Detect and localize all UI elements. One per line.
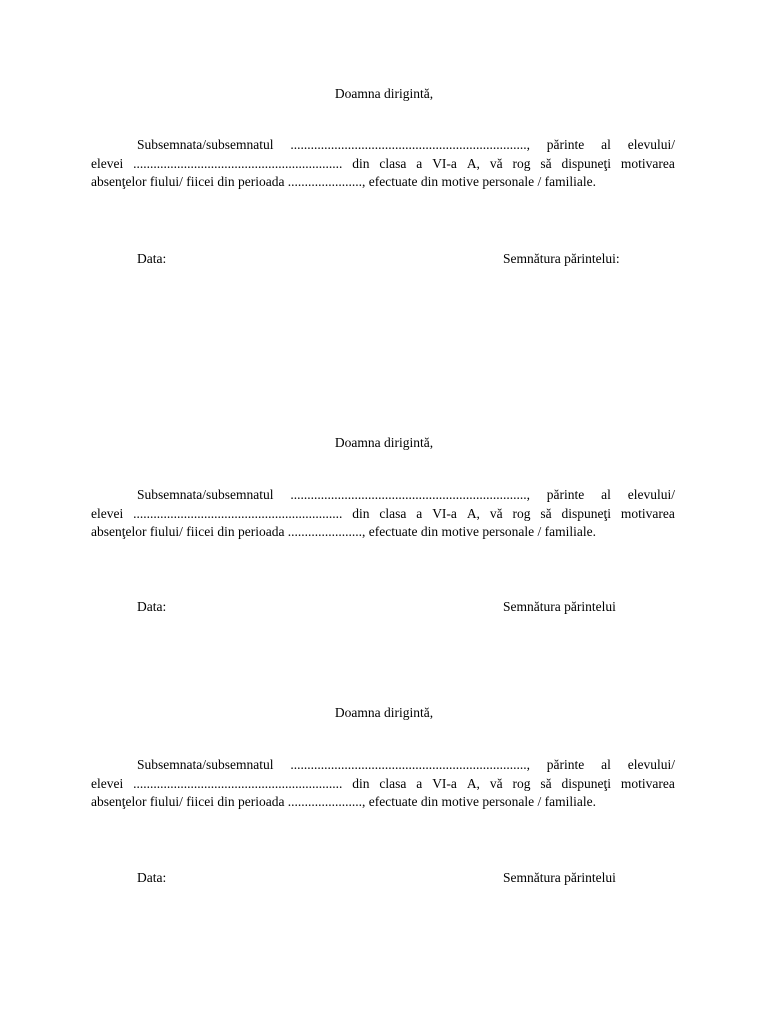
line-text: absenţelor fiului/ fiicei din perioada ......................, efectuate din motive personale / familiale. [91,794,596,809]
word: VI-a [432,775,457,791]
word: clasa [379,505,407,521]
paragraph-line-1 [91,756,675,775]
word: părinte [546,137,585,152]
word: motivarea [620,505,675,521]
word: al [601,487,611,502]
word: să [540,775,552,791]
paragraph-line-2 [91,775,675,794]
greeting-2: Doamna dirigintă, [334,435,434,450]
word: a [416,505,423,521]
paragraph-line-3 [91,523,675,542]
paragraph-line-2 [91,505,675,524]
word: dispuneţi [561,155,611,171]
blank-student-name: .............................................................. [133,505,343,521]
blank-parent-name: ......................................................................, [290,757,530,772]
word: A, [466,775,480,791]
greeting-3: Doamna dirigintă, [334,705,434,720]
word: vă [489,775,503,791]
paragraph-line-3 [91,793,675,812]
word: A, [466,505,480,521]
word: a [416,775,423,791]
signature-label-3: Semnătura părintelui [503,870,616,885]
word: dispuneţi [561,505,611,521]
word: rog [512,505,531,521]
paragraph-line-3 [91,173,675,192]
blank-parent-name: ......................................................................, [290,137,530,152]
line-text: absenţelor fiului/ fiicei din perioada ......................, efectuate din motive personale / familiale. [91,174,596,189]
word: VI-a [432,155,457,171]
word: elevei [91,505,124,521]
word: A, [466,155,480,171]
line-text: absenţelor fiului/ fiicei din perioada ......................, efectuate din motive personale / familiale. [91,524,596,539]
word: VI-a [432,505,457,521]
word: clasa [379,775,407,791]
request-paragraph-1 [91,136,675,192]
blank-student-name: .............................................................. [133,155,343,171]
date-label-3: Data: [137,870,167,885]
paragraph-line-1 [91,136,675,155]
word: clasa [379,155,407,171]
blank-parent-name: ......................................................................, [290,487,530,502]
word: Subsemnata/subsemnatul [137,757,274,772]
date-label-2: Data: [137,599,167,614]
word: a [416,155,423,171]
request-paragraph-3 [91,756,675,812]
word: elevului/ [627,487,675,502]
signature-label-2: Semnătura părintelui [503,599,616,614]
paragraph-line-1 [91,486,675,505]
word: din [352,155,370,171]
greeting-1: Doamna dirigintă, [334,86,434,101]
word: vă [489,505,503,521]
word: părinte [546,757,585,772]
word: să [540,505,552,521]
word: Subsemnata/subsemnatul [137,137,274,152]
word: motivarea [620,775,675,791]
word: din [352,505,370,521]
signature-label-1: Semnătura părintelui: [503,251,620,266]
request-paragraph-2 [91,486,675,542]
word: Subsemnata/subsemnatul [137,487,274,502]
word: al [601,137,611,152]
word: elevului/ [627,137,675,152]
word: dispuneţi [561,775,611,791]
blank-student-name: .............................................................. [133,775,343,791]
word: rog [512,775,531,791]
word: elevei [91,775,124,791]
date-label-1: Data: [137,251,167,266]
word: să [540,155,552,171]
word: elevei [91,155,124,171]
paragraph-line-2 [91,155,675,174]
word: motivarea [620,155,675,171]
word: vă [489,155,503,171]
word: rog [512,155,531,171]
word: elevului/ [627,757,675,772]
word: din [352,775,370,791]
word: al [601,757,611,772]
word: părinte [546,487,585,502]
